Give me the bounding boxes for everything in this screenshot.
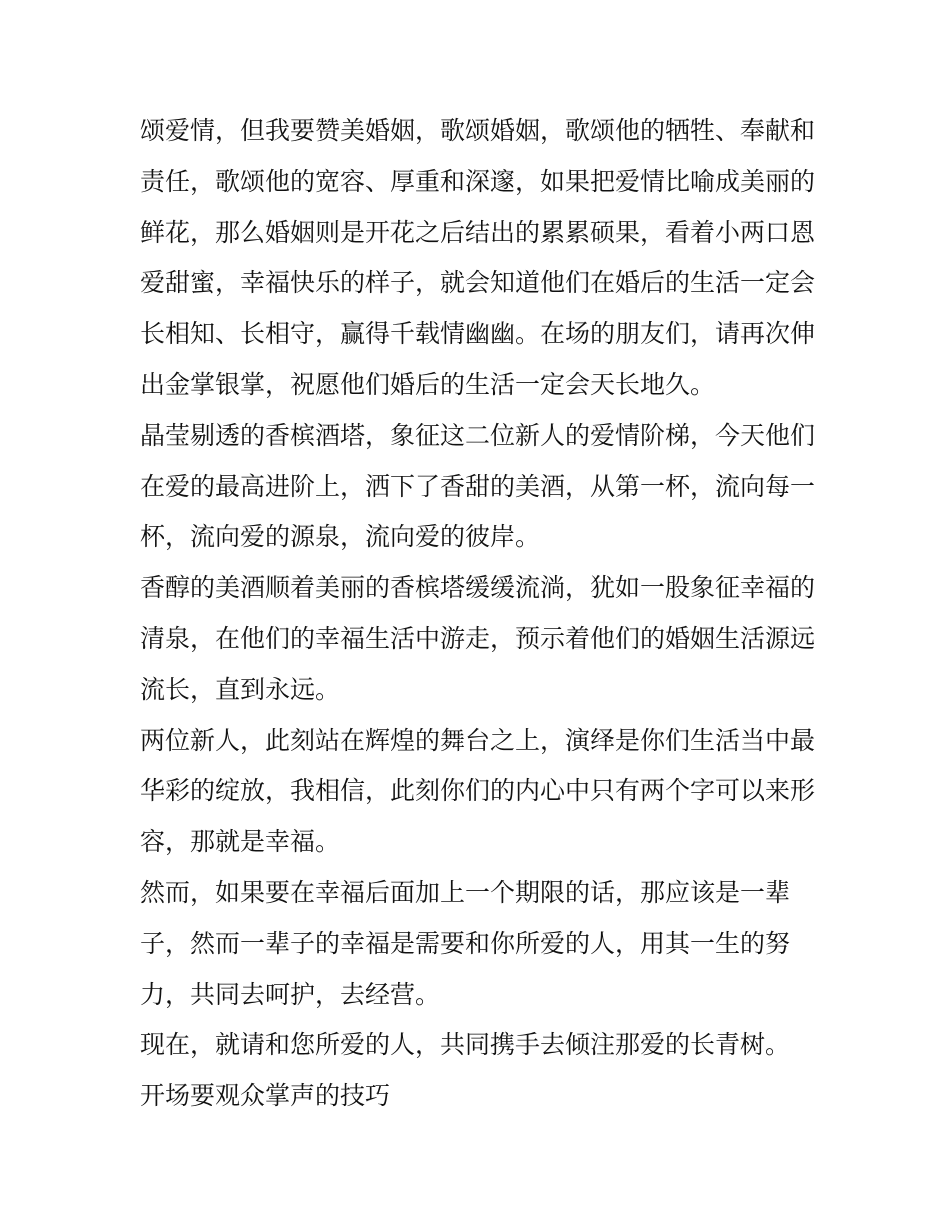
text-line: 然而，如果要在幸福后面加上一个期限的话，那应该是一辈: [140, 877, 791, 907]
text-line: 鲜花，那么婚姻则是开花之后结出的累累硕果，看着小两口恩: [140, 217, 816, 247]
text-line: 责任，歌颂他的宽容、厚重和深邃，如果把爱情比喻成美丽的: [140, 166, 816, 196]
text-line: 爱甜蜜，幸福快乐的样子，就会知道他们在婚后的生活一定会: [140, 268, 816, 298]
text-line: 华彩的绽放，我相信，此刻你们的内心中只有两个字可以来形: [140, 776, 816, 806]
text-line: 出金掌银掌，祝愿他们婚后的生活一定会天长地久。: [140, 369, 716, 399]
text-line: 杯，流向爱的源泉，流向爱的彼岸。: [140, 522, 541, 552]
document-body: [140, 106, 820, 1122]
text-line: 清泉，在他们的幸福生活中游走，预示着他们的婚姻生活源远: [140, 623, 816, 653]
text-line: 在爱的最高进阶上，洒下了香甜的美酒，从第一杯，流向每一: [140, 471, 816, 501]
text-line: 长相知、长相守，赢得千载情幽幽。在场的朋友们，请再次伸: [140, 319, 816, 349]
text-line: 力，共同去呵护，去经营。: [140, 979, 441, 1009]
text-line: 现在，就请和您所爱的人，共同携手去倾注那爱的长青树。: [140, 1030, 791, 1060]
text-line: 两位新人，此刻站在辉煌的舞台之上，演绎是你们生活当中最: [140, 725, 816, 755]
text-line: 香醇的美酒顺着美丽的香槟塔缓缓流淌，犹如一股象征幸福的: [140, 573, 816, 603]
section-heading: 开场要观众掌声的技巧: [140, 1081, 391, 1111]
text-line: 流长，直到永远。: [140, 674, 341, 704]
text-line: 晶莹剔透的香槟酒塔，象征这二位新人的爱情阶梯，今天他们: [140, 420, 816, 450]
text-line: 容，那就是幸福。: [140, 827, 341, 857]
text-line: 颂爱情，但我要赞美婚姻，歌颂婚姻，歌颂他的牺牲、奉献和: [140, 116, 816, 145]
text-line: 子，然而一辈子的幸福是需要和你所爱的人，用其一生的努: [140, 928, 791, 958]
